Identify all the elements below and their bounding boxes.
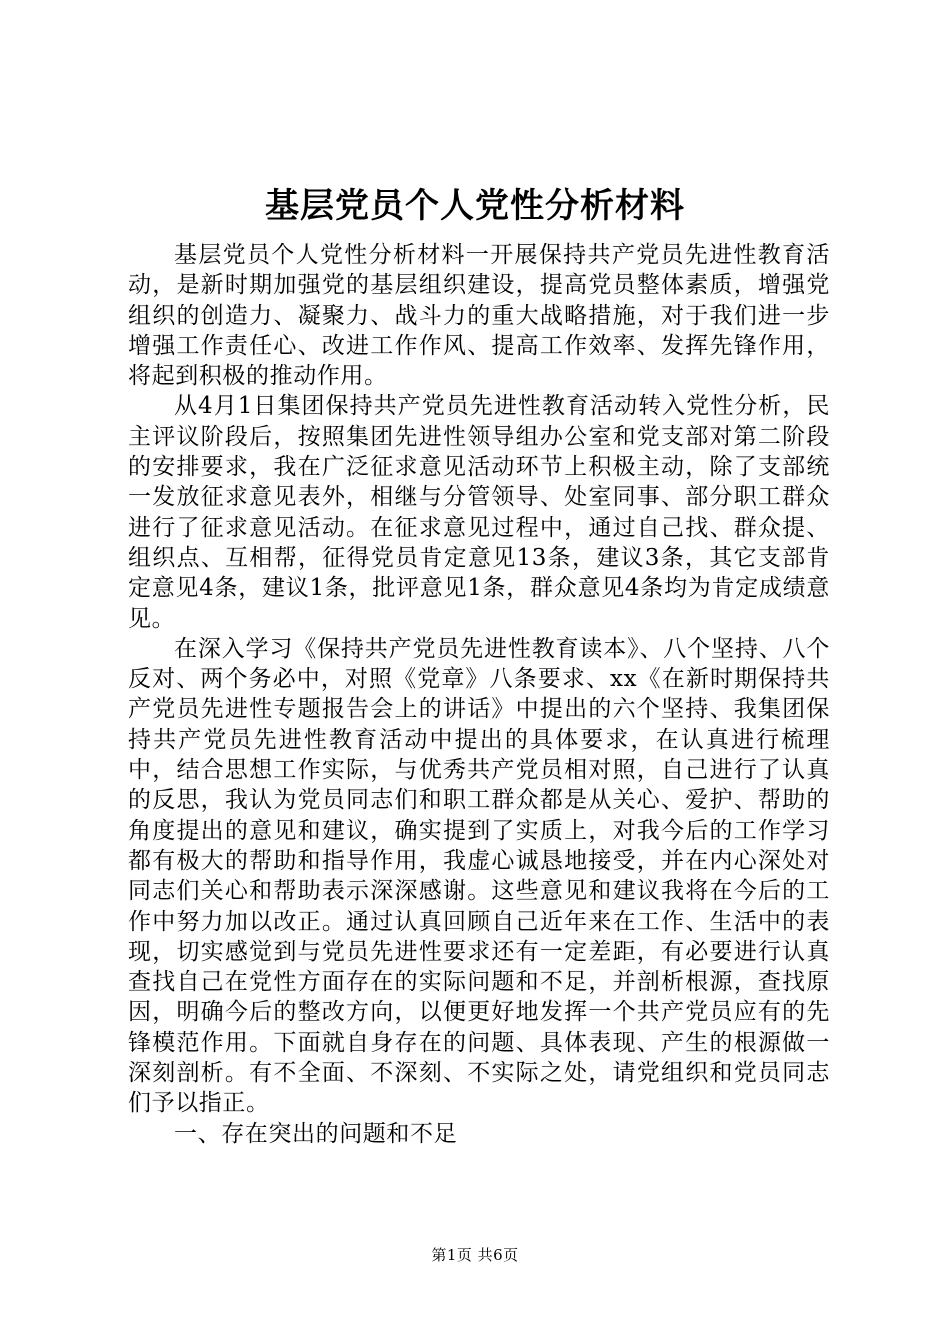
page-number-footer: 第1页 共6页 [431,1246,519,1264]
document-title: 基层党员个人党性分析材料 [265,186,685,226]
section-heading: 一、存在突出的问题和不足 [174,1120,458,1147]
paragraph-1: 基层党员个人党性分析材料一开展保持共产党员先进性教育活动，是新时期加强党的基层组织建设，提高党员整体素质，增强党组织的创造力、凝聚力、战斗力的重大战略措施，对于我们进一步增强工作责任心、改进工作作风、提高工作效率、发挥先锋作用，将起到积极的推动作用。 [128,242,830,390]
paragraph-3: 在深入学习《保持共产党员先进性教育读本》、八个坚持、八个反对、两个务必中，对照《党章》八条要求、xx《在新时期保持共产党员先进性专题报告会上的讲话》中提出的六个坚持、我集团保持共产党员先进性教育活动中提出的具体要求，在认真进行梳理中，结合思想工作实际，与优秀共产党员相对照，自己进行了认真的反思，我认为党员同志们和职工群众都是从关心、爱护、帮助的角度提出的意见和建议，确实提到了实质上，对我今后的工作学习都有极大的帮助和指导作用，我虚心诚恳地接受，并在内心深处对同志们关心和帮助表示深深感谢。这些意见和建议我将在今后的工作中努力加以改正。通过认真回顾自己近年来在工作、生活中的表现，切实感觉到与党员先进性要求还有一定差距，有必要进行认真查找自己在党性方面存在的实际问题和不足，并剖析根源，查找原因，明确今后的整改方向，以便更好地发挥一个共产党员应有的先锋模范作用。下面就自身存在的问题、具体表现、产生的根源做一深刻剖析。有不全面、不深刻、不实际之处，请党组织和党员同志们予以指正。 [128,635,830,1117]
document-body [128,240,830,1149]
paragraph-2: 从4月1日集团保持共产党员先进性教育活动转入党性分析，民主评议阶段后，按照集团先进性领导组办公室和党支部对第二阶段的安排要求，我在广泛征求意见活动环节上积极主动，除了支部统一发放征求意见表外，相继与分管领导、处室同事、部分职工群众进行了征求意见活动。在征求意见过程中，通过自己找、群众提、组织点、互相帮，征得党员肯定意见13条，建议3条，其它支部肯定意见4条，建议1条，批评意见1条，群众意见4条均为肯定成绩意见。 [128,393,830,632]
